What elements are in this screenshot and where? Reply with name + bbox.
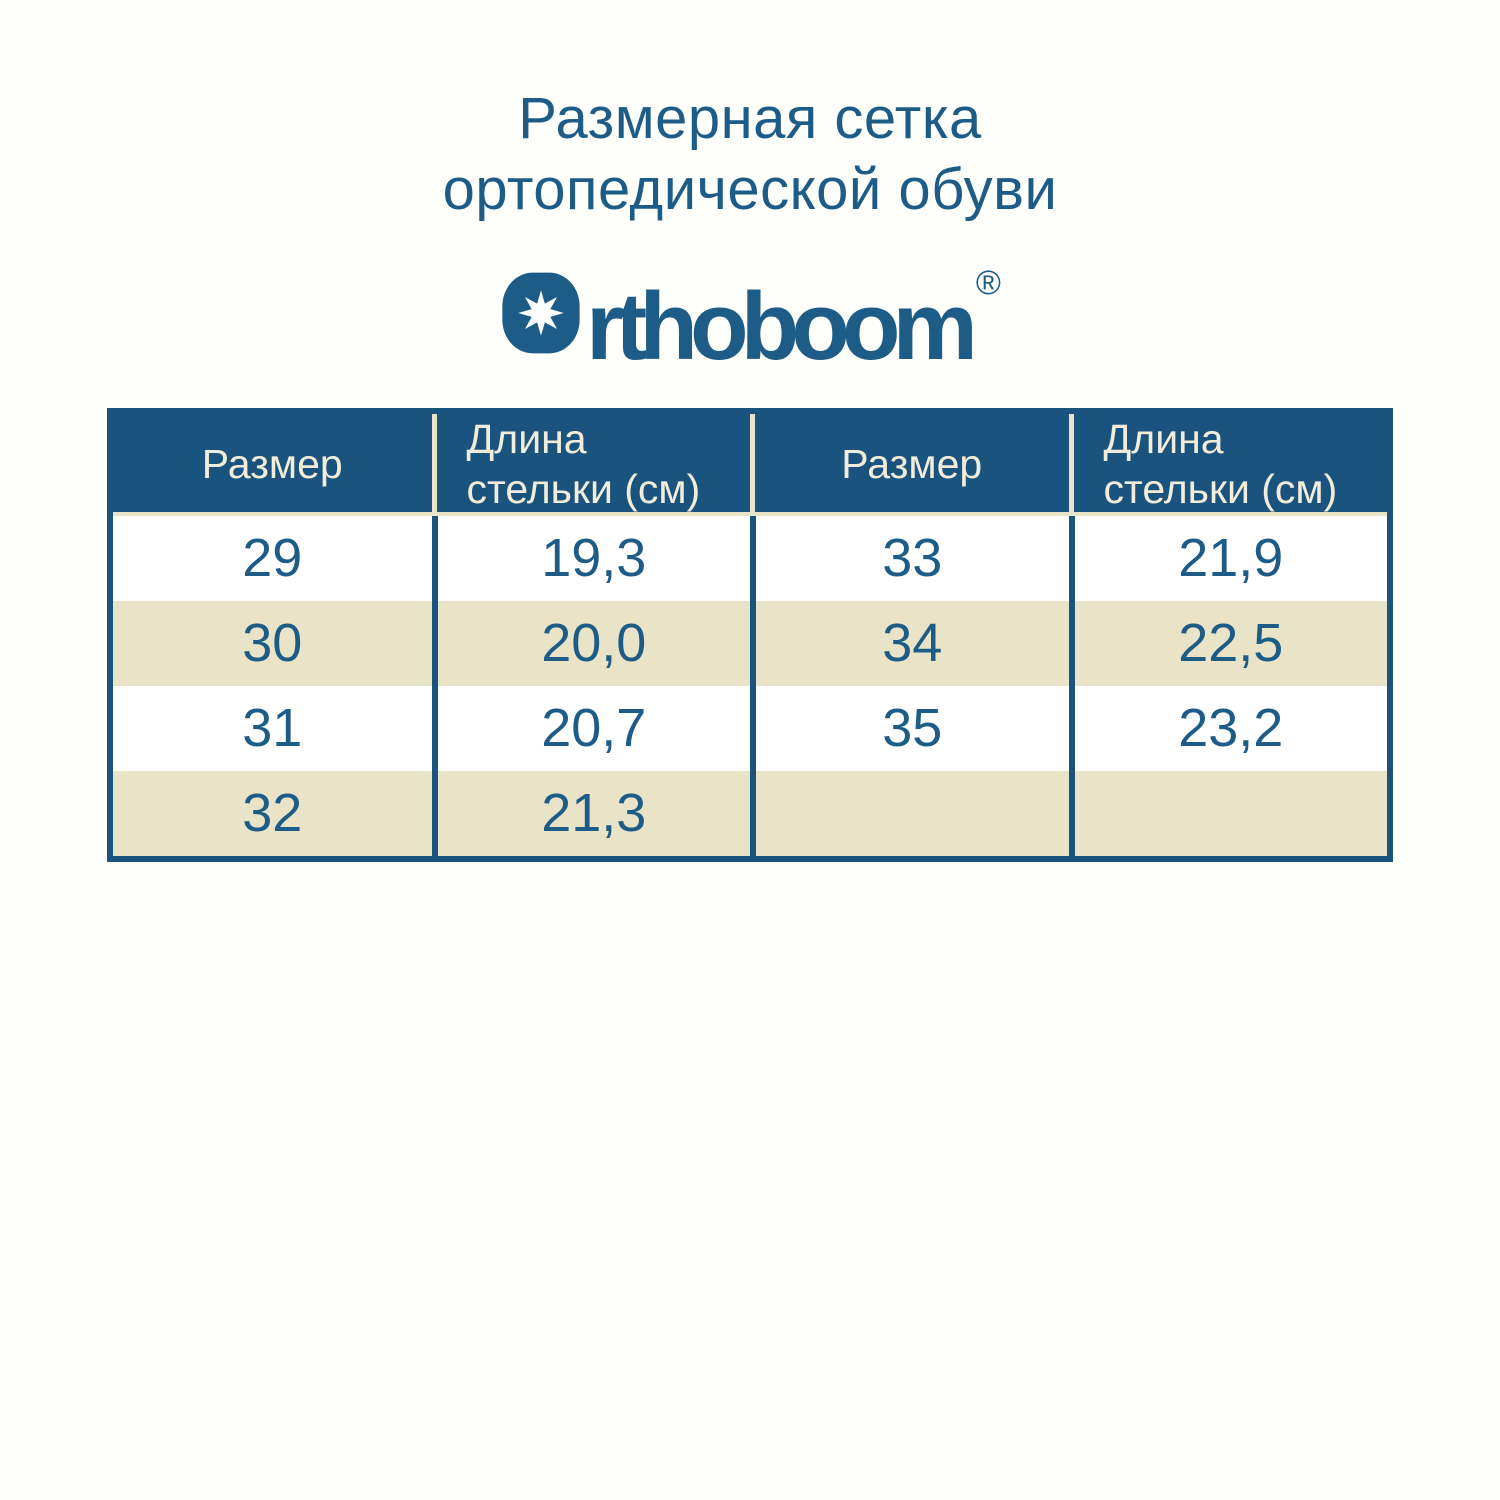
column-header-insole-length-left: Длина стельки (см) bbox=[432, 414, 751, 514]
column-header-insole-length-right: Длина стельки (см) bbox=[1069, 414, 1388, 514]
logo-wordmark: rthoboom bbox=[586, 272, 970, 380]
cell-size: 35 bbox=[750, 686, 1069, 771]
registered-trademark-mark: ® bbox=[975, 263, 1001, 302]
cell-insole-length: 21,3 bbox=[432, 771, 751, 856]
cell-insole-length: 19,3 bbox=[432, 516, 751, 601]
cell-size: 32 bbox=[242, 783, 303, 843]
cell-size bbox=[750, 771, 1069, 856]
column-header-size-right: Размер bbox=[750, 414, 1069, 514]
table-row bbox=[113, 601, 1387, 686]
size-table-header-row bbox=[113, 414, 1387, 516]
cell-insole-length bbox=[1069, 771, 1388, 856]
cell-size: 33 bbox=[750, 516, 1069, 601]
title-line-1: Размерная сетка bbox=[518, 86, 982, 151]
table-row bbox=[113, 516, 1387, 601]
cell-insole-length: 21,9 bbox=[1069, 516, 1388, 601]
title-line-2: ортопедической обуви bbox=[442, 156, 1058, 222]
cell-size: 30 bbox=[242, 613, 303, 673]
table-row bbox=[113, 771, 1387, 856]
orthoboom-logo bbox=[0, 263, 1500, 380]
size-table bbox=[107, 408, 1393, 862]
cell-insole-length: 20,7 bbox=[432, 686, 751, 771]
eight-point-star-in-o-icon bbox=[499, 270, 583, 356]
page-title bbox=[0, 0, 1500, 226]
cell-size: 29 bbox=[242, 528, 303, 588]
table-row bbox=[113, 686, 1387, 771]
cell-insole-length: 22,5 bbox=[1069, 601, 1388, 686]
column-header-size-left: Размер bbox=[201, 440, 343, 487]
cell-size: 34 bbox=[750, 601, 1069, 686]
cell-size: 31 bbox=[242, 698, 303, 758]
cell-insole-length: 23,2 bbox=[1069, 686, 1388, 771]
cell-insole-length: 20,0 bbox=[432, 601, 751, 686]
